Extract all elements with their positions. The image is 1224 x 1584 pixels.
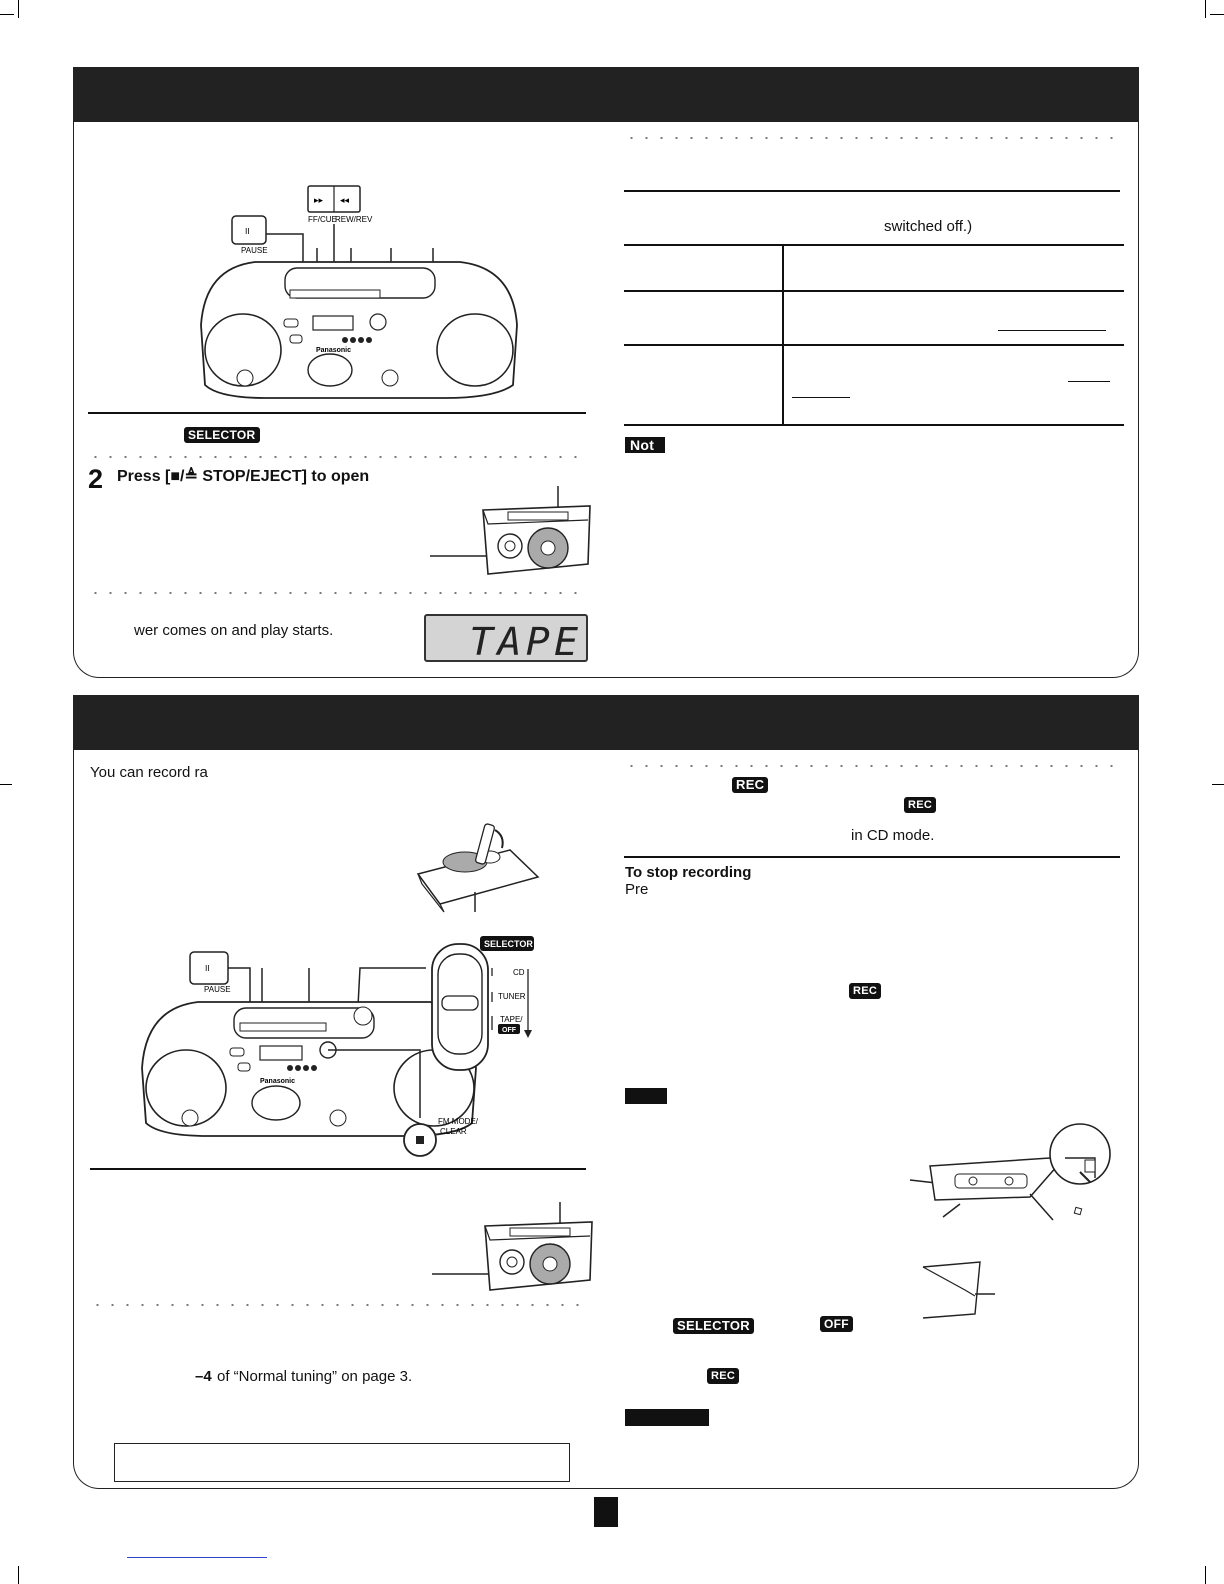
cassette-tab-illustration [410,822,550,922]
underline-link [1068,381,1110,382]
svg-text:◂◂: ◂◂ [340,196,350,206]
selector-switch-illustration [428,934,538,1074]
section-header-band [73,67,1139,122]
tuning-reference-text: of “Normal tuning” on page 3. [217,1368,413,1385]
step-divider [88,412,586,414]
crop-mark [1205,1566,1206,1584]
table-row-rule [624,290,1124,292]
cassette-illustration-2 [430,1200,595,1295]
section-header-band [73,695,1139,750]
crop-mark [1205,0,1206,18]
clear-label: CLEAR [440,1127,467,1136]
step-result-text: wer comes on and play starts. [134,622,334,639]
selector-badge: SELECTOR [184,427,260,443]
underline-link [998,330,1106,331]
brand-label: Panasonic [316,347,352,354]
rec-badge: REC [849,983,881,999]
tuner-label: TUNER [498,992,526,1001]
svg-text:▸▸: ▸▸ [314,196,324,206]
rew-rev-label: REW/REV [335,215,373,224]
ff-cue-label: FF/CUE [308,215,337,224]
cd-mode-text: in CD mode. [851,827,935,844]
note-heading: Not [625,437,665,453]
cd-label: CD [513,968,525,977]
tape-label: TAPE/ [500,1015,523,1024]
intro-text: You can record ra [90,764,208,781]
off-label: OFF [502,1027,516,1034]
brand-label-2: Panasonic [260,1078,296,1085]
table-note-text: switched off.) [884,218,973,235]
crop-mark [0,784,12,785]
fm-mode-label: FM MODE/ [438,1117,478,1126]
dotted-separator [624,137,1120,139]
dotted-separator [88,456,586,458]
table-row-rule [624,344,1124,346]
page-number-block [594,1497,618,1527]
heading-bar [625,1088,667,1104]
dotted-separator [90,1304,586,1306]
selector-badge-2: SELECTOR [673,1318,754,1334]
crop-mark [18,0,19,18]
step-number: 2 [88,464,104,494]
lcd-text: TAPE [469,620,583,664]
step-instruction: Press [■/≜ STOP/EJECT] to open [117,468,370,485]
cassette-illustration [428,484,593,579]
pause-label: PAUSE [241,246,268,255]
table-row-rule [624,244,1124,246]
stop-recording-text: Pre [625,881,649,898]
rec-badge: REC [904,797,936,813]
section-rule [624,856,1120,858]
lcd-display [424,614,588,662]
table-column-divider [782,244,784,426]
crop-mark [0,14,14,15]
off-badge: OFF [820,1316,853,1332]
crop-mark [1212,784,1224,785]
dotted-separator [88,592,586,594]
rec-badge: REC [732,777,768,793]
crop-mark [18,1566,19,1584]
selector-label: SELECTOR [484,939,533,949]
svg-text:II: II [205,964,210,973]
erasure-tab-illustration [905,1122,1120,1322]
rec-badge: REC [707,1368,739,1384]
stop-recording-heading: To stop recording [625,864,752,881]
boombox-illustration-top [195,180,525,405]
note-box [114,1443,570,1482]
footer-link-line [127,1557,267,1558]
underline-link [792,397,850,398]
step-divider [90,1168,586,1170]
heading-bar [625,1409,709,1426]
tuning-step-number: –4 [195,1368,212,1385]
svg-text:II: II [245,227,250,236]
table-top-rule [624,190,1120,192]
dotted-separator [624,765,1120,767]
pause-label-2: PAUSE [204,985,231,994]
crop-mark [1210,14,1224,15]
table-bottom-rule [624,424,1124,426]
